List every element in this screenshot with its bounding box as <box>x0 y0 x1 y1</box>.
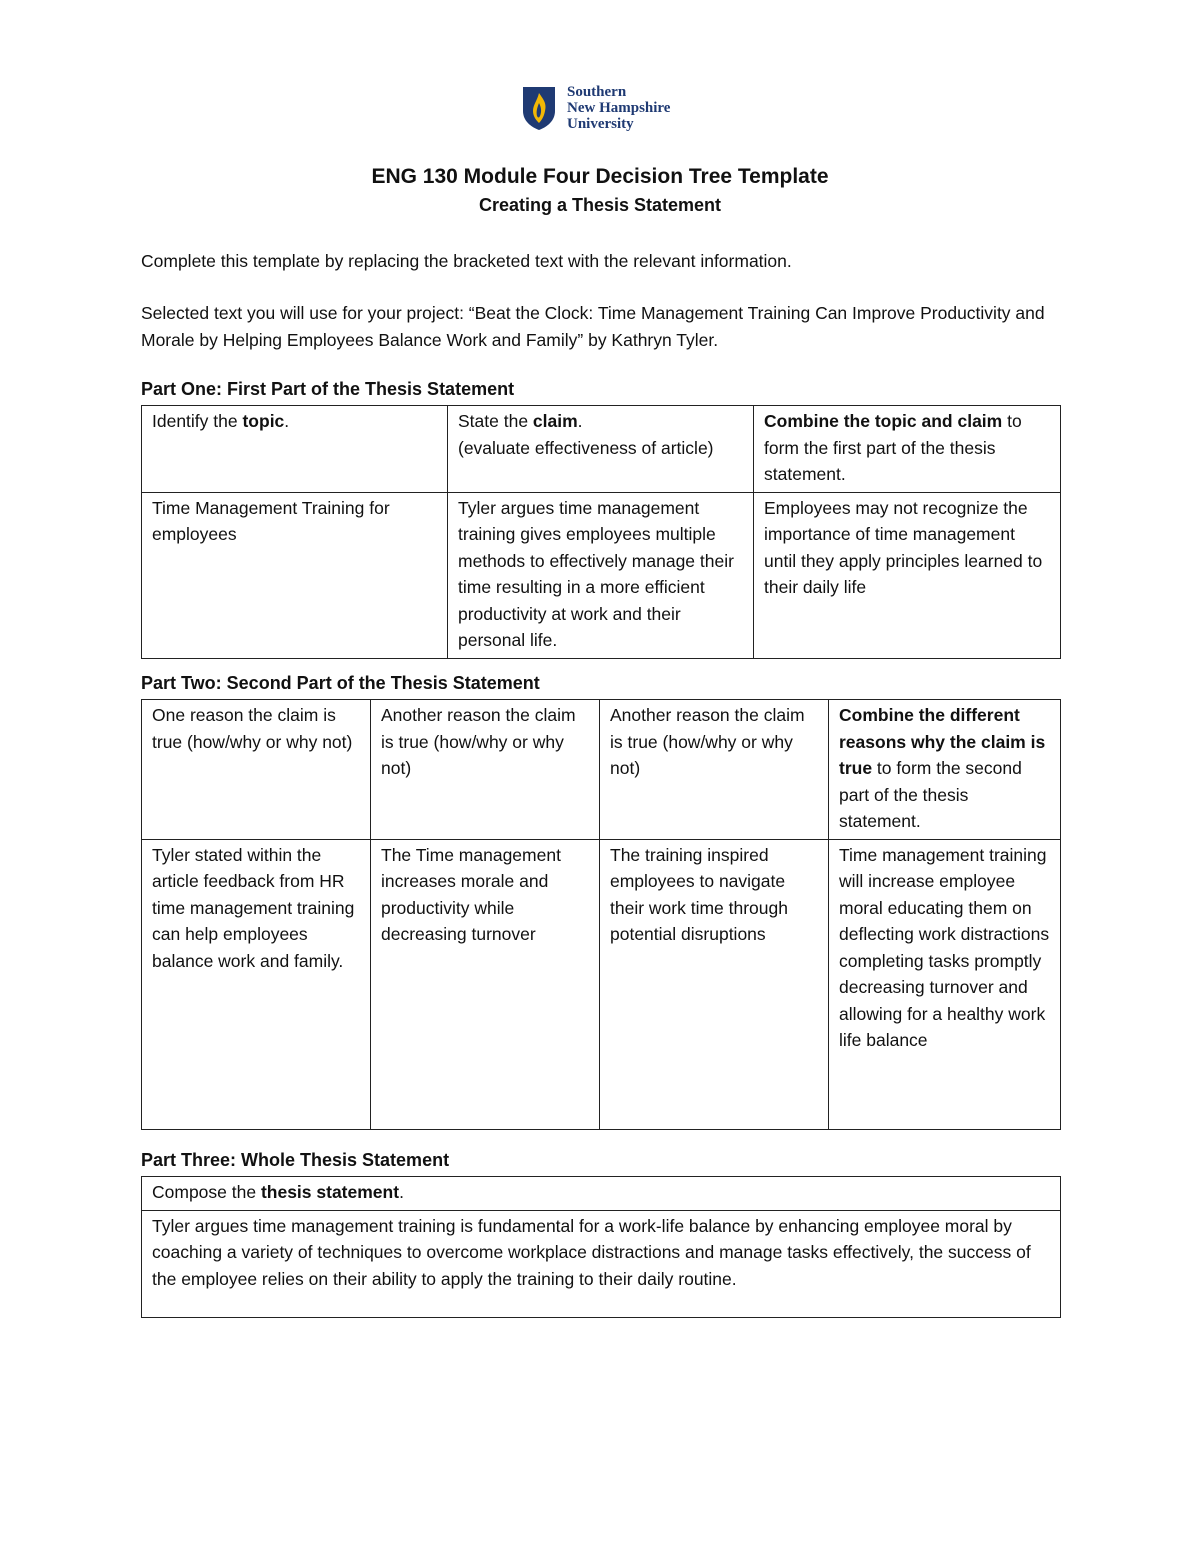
part-two-heading: Part Two: Second Part of the Thesis Statement <box>141 673 540 693</box>
page-title: ENG 130 Module Four Decision Tree Template <box>371 165 829 188</box>
table-row <box>142 492 1061 658</box>
part-one-heading: Part One: First Part of the Thesis Statement <box>141 379 515 399</box>
logo-line-1: Southern <box>567 84 627 100</box>
logo-wordmark <box>567 84 670 132</box>
thesis-header-cell: Compose the thesis statement. <box>142 1177 1061 1211</box>
combine-answer-cell: Employees may not recognize the importance of time management until they apply principles learned to their daily life <box>754 492 1061 658</box>
part-three-heading: Part Three: Whole Thesis Statement <box>141 1150 450 1170</box>
part-two-table <box>141 699 1061 1130</box>
reason-1-header-cell: One reason the claim is true (how/why or why not) <box>142 700 371 840</box>
university-logo <box>521 84 670 132</box>
part-one-table <box>141 405 1061 659</box>
claim-answer-cell: Tyler argues time management training gives employees multiple methods to effectively manage their time resulting in a more efficient productivity at work and their personal life. <box>448 492 754 658</box>
table-row <box>142 1210 1061 1317</box>
combine-header-cell: Combine the topic and claim to form the first part of the thesis statement. <box>754 406 1061 493</box>
flame-shield-icon <box>521 85 557 131</box>
topic-header-cell: Identify the topic. <box>142 406 448 493</box>
reason-2-header-cell: Another reason the claim is true (how/why or why not) <box>371 700 600 840</box>
claim-header-cell: State the claim. (evaluate effectiveness of article) <box>448 406 754 493</box>
logo-line-3: University <box>567 116 634 132</box>
combine-reasons-header-cell: Combine the different reasons why the claim is true to form the second part of the thesis statement. <box>829 700 1061 840</box>
reason-3-answer-cell: The training inspired employees to navigate their work time through potential disruptions <box>600 839 829 1129</box>
selected-text: Selected text you will use for your project: “Beat the Clock: Time Management Training Can Improve Productivity and Morale by Helping Employees Balance Work and Family” by Kathryn Tyler. <box>141 303 1045 350</box>
topic-answer-cell: Time Management Training for employees <box>142 492 448 658</box>
reason-2-answer-cell: The Time management increases morale and productivity while decreasing turnover <box>371 839 600 1129</box>
thesis-answer-cell: Tyler argues time management training is fundamental for a work-life balance by enhancing employee moral by coaching a variety of techniques to overcome workplace distractions and manage tasks effectively, the success of the employee relies on their ability to apply the training to their daily routine. <box>142 1210 1061 1317</box>
table-header-row <box>142 1177 1061 1211</box>
table-header-row <box>142 406 1061 493</box>
page-subtitle: Creating a Thesis Statement <box>478 195 722 215</box>
reason-1-answer-cell: Tyler stated within the article feedback from HR time management training can help employees balance work and family. <box>142 839 371 1129</box>
combine-reasons-answer-cell: Time management training will increase employee moral educating them on deflecting work distractions completing tasks promptly decreasing turnover and allowing for a healthy work life balance <box>829 839 1061 1129</box>
instructions-text: Complete this template by replacing the bracketed text with the relevant information. <box>141 251 792 271</box>
table-header-row <box>142 700 1061 840</box>
part-three-table <box>141 1176 1061 1318</box>
reason-3-header-cell: Another reason the claim is true (how/why or why not) <box>600 700 829 840</box>
logo-line-2: New Hampshire <box>567 100 671 116</box>
table-row <box>142 839 1061 1129</box>
